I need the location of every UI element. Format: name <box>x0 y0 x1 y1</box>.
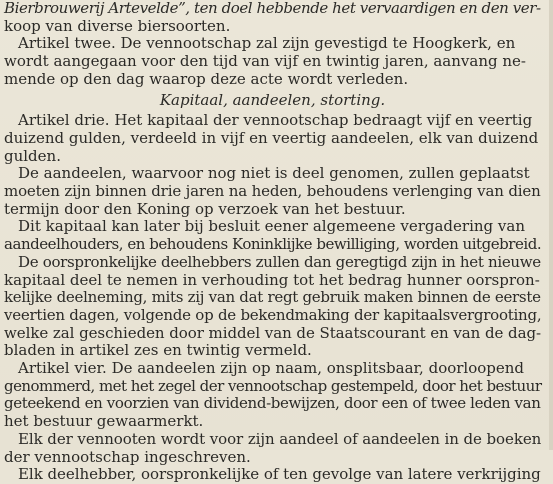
text-line: Dit kapitaal kan later bij besluit eener algemeene vergadering van <box>18 217 525 236</box>
text-line: termijn door den Koning op verzoek van het bestuur. <box>4 199 406 218</box>
text-line: Artikel twee. De vennootschap zal zijn gevestigd te Hoogkerk, en <box>18 34 516 53</box>
text-line: Artikel drie. Het kapitaal der vennootschap bedraagt vijf en veertig <box>18 111 533 130</box>
text-line: Elk der vennooten wordt voor zijn aandeel of aandeelen in de boeken <box>18 429 542 448</box>
text-line: De aandeelen, waarvoor nog niet is deel genomen, zullen geplaatst <box>18 164 530 183</box>
text-line: der vennootschap ingeschreven. <box>4 447 251 466</box>
text-line: kelijke deelneming, mits zij van dat regt gebruik maken binnen de eerste <box>4 288 541 307</box>
text-line: wordt aangegaan voor den tijd van vijf en twintig jaren, aanvang ne- <box>4 52 526 71</box>
text-line: geteekend en voorzien van dividend-bewijzen, door een of twee leden van <box>4 394 541 413</box>
text-line: Bierbrouwerij Artevelde”, ten doel hebbende het vervaardigen en den ver- <box>4 0 541 17</box>
text-line: mende op den dag waarop deze acte wordt verleden. <box>4 69 409 88</box>
text-line: Artikel vier. De aandeelen zijn op naam, onsplitsbaar, doorloopend <box>18 359 525 378</box>
text-line: het bestuur gewaarmerkt. <box>4 412 204 431</box>
text-line: kapitaal deel te nemen in verhouding tot het bedrag hunner oorspron- <box>4 270 540 289</box>
text-line: Elk deelhebber, oorspronkelijke of ten gevolge van latere verkrijging <box>18 465 541 484</box>
text-line: aandeelhouders, en behoudens Koninklijke bewilliging, worden uitgebreid. <box>4 235 542 254</box>
text-line: welke zal geschieden door middel van de Staatscourant en van de dag- <box>4 323 542 342</box>
text-line: genommerd, met het zegel der vennootschap gestempeld, door het bestuur <box>4 376 542 395</box>
text-line: gulden. <box>4 146 61 165</box>
text-line: bladen in artikel zes en twintig vermeld. <box>4 341 312 360</box>
text-line: koop van diverse biersoorten. <box>4 16 231 35</box>
document-body <box>4 0 541 484</box>
section-heading: Kapitaal, aandeelen, storting. <box>159 90 386 109</box>
text-line: moeten zijn binnen drie jaren na heden, behoudens verlenging van dien <box>4 182 541 201</box>
text-line: duizend gulden, verdeeld in vijf en veertig aandeelen, elk van duizend <box>4 128 539 147</box>
page-edge <box>549 0 553 450</box>
text-line: De oorspronkelijke deelhebbers zullen dan geregtigd zijn in het nieuwe <box>18 252 541 271</box>
text-line: veertien dagen, volgende op de bekendmaking der kapitaalsvergrooting, <box>4 305 542 324</box>
